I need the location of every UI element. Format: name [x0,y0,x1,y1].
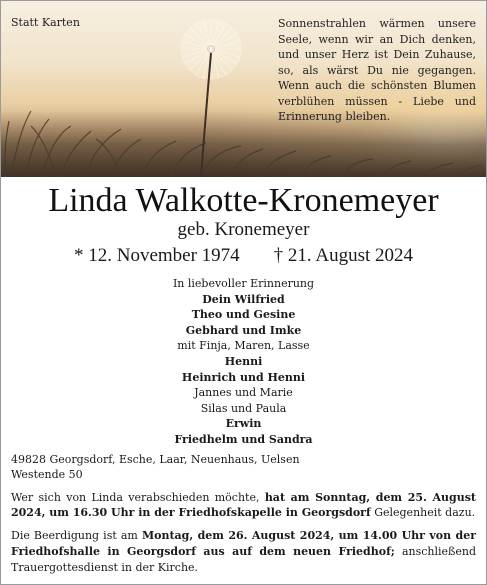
farewell-intro: Wer sich von Linda verabschieden möchte, [11,490,260,504]
statt-karten-label: Statt Karten [11,16,80,29]
life-dates [1,244,486,268]
death-date: † 21. August 2024 [273,245,414,266]
dandelion-sunset-banner [1,1,486,177]
mourner-line: Erwin [225,417,262,431]
mourner-line: Theo und Gesine [191,308,296,322]
mourner-line: Friedhelm und Sandra [174,432,313,446]
mourner-line: mit Finja, Maren, Lasse [177,339,310,353]
address-line: Westende 50 [11,468,83,482]
address-line: 49828 Georgsdorf, Esche, Laar, Neuenhaus, Uelsen [11,452,300,466]
funeral-outro: anschließend Trauergottesdienst in der Kirche. [11,544,477,574]
mourner-line: In liebevoller Erinnerung [172,277,315,290]
farewell-details: hat am Sonntag, dem 25. August 2024, um 16.30 Uhr in der Friedhofskapelle in Georgsdorf [11,490,477,520]
funeral-paragraph [11,528,476,575]
farewell-outro: Gelegenheit dazu. [374,506,476,520]
funeral-intro: Die Beerdigung ist am [11,529,138,543]
mourner-line: Jannes und Marie [194,386,293,400]
deceased-name: Linda Walkotte-Kronemeyer [48,182,439,219]
family-address [11,452,486,483]
memorial-verse: Sonnenstrahlen wärmen unsere Seele, wenn wir an Dich denken, und unser Herz ist Dein Zuhause, so, als wärst Du nie gegangen. Wenn auch die schönsten Blumen verblühen müssen - Liebe und Erinnerung bleiben. [278,17,476,123]
mourners-list [1,276,486,448]
dandelion-seedhead [181,19,241,79]
farewell-paragraph [11,490,476,522]
mourner-line: Heinrich und Henni [181,370,306,384]
mourner-line: Dein Wilfried [202,292,285,306]
mourner-line: Henni [224,354,263,368]
funeral-details: Montag, dem 26. August 2024, um 14.00 Uhr von der Friedhofshalle in Georgsdorf aus auf dem neuen Friedhof; [11,529,476,558]
birth-name: geb. Kronemeyer [177,219,310,240]
mourner-line: Gebhard und Imke [185,323,302,337]
birth-date: * 12. November 1974 [73,245,240,266]
mourner-line: Silas und Paula [200,401,287,415]
